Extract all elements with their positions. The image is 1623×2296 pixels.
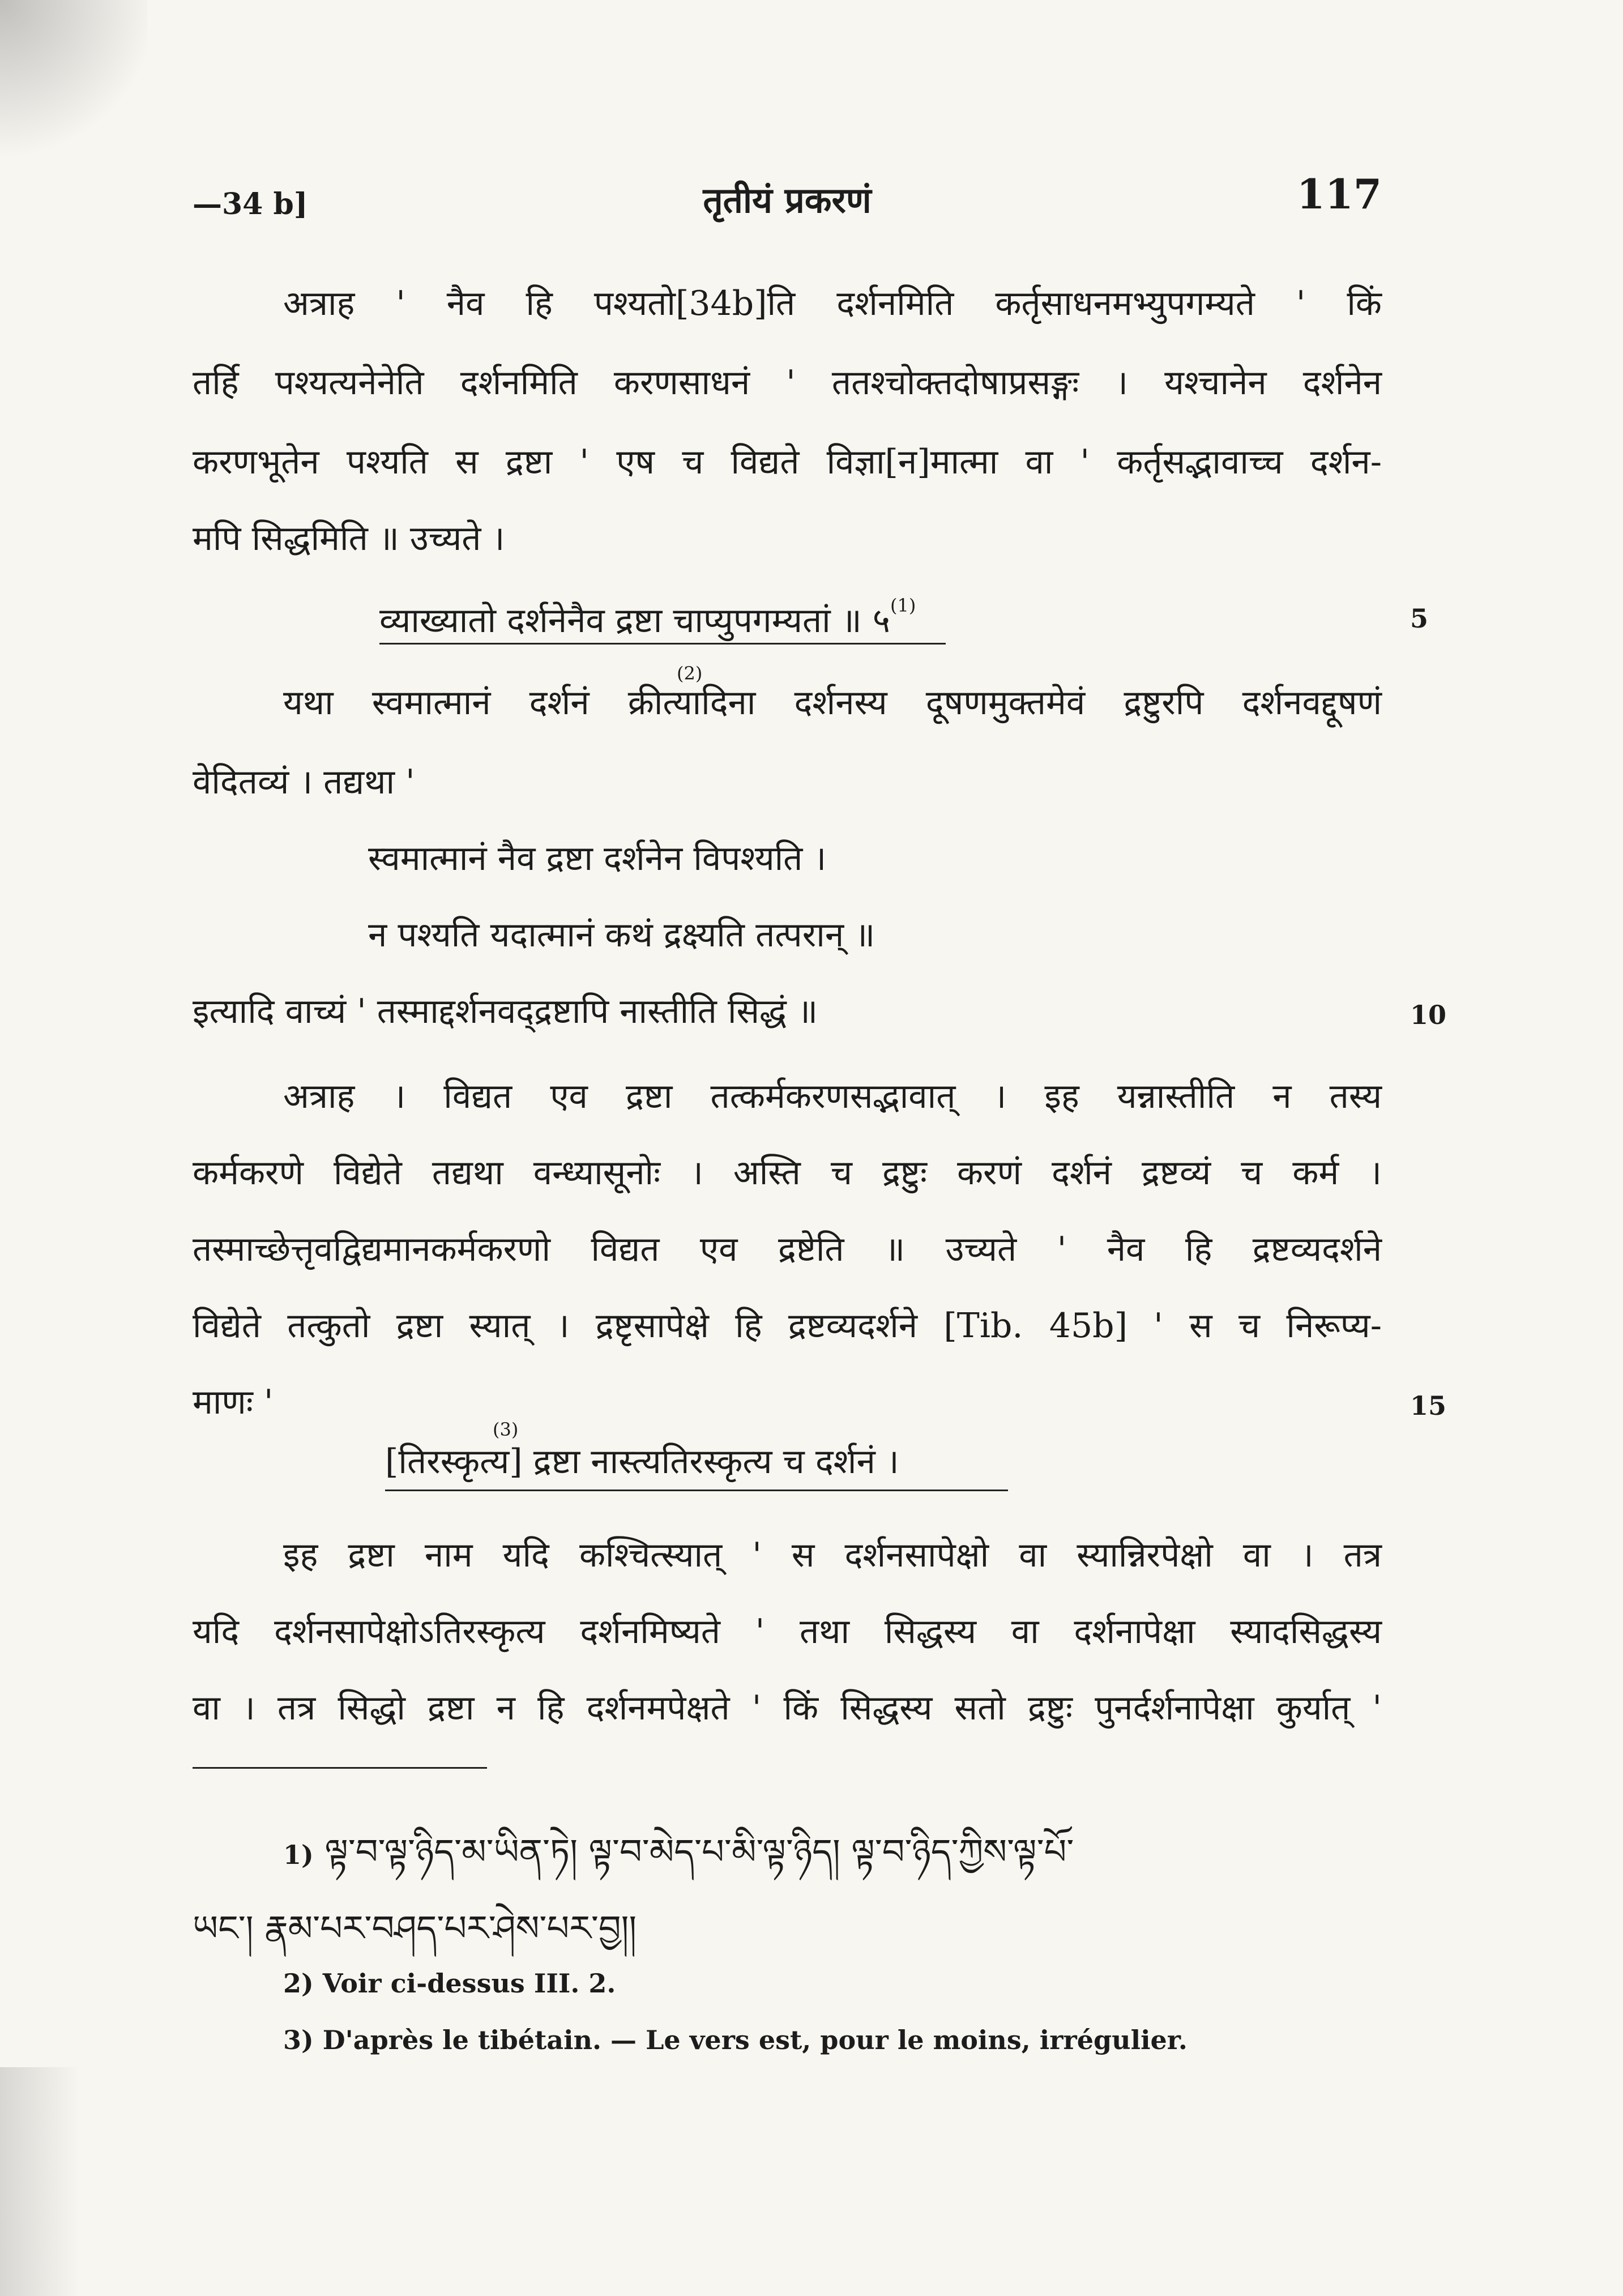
tibetan-text: ལྟ་བ་ལྟ་ཉིད་མ་ཡིན་ཏེ། ལྟ་བ་མེད་པ་མི་ལྟ་ཉིད། ལྟ་བ་ཉིད་ཀྱིས་ལྟ་པོ་ bbox=[324, 1831, 1074, 1872]
text-line: कर्मकरणे विद्येते तद्यथा वन्ध्यासूनोः । अस्ति च द्रष्टुः करणं दर्शनं द्रष्टव्यं च कर्म । bbox=[193, 1153, 1382, 1193]
footnote-marker: (2) bbox=[677, 663, 703, 684]
text-line: करणभूतेन पश्यति स द्रष्टा ' एष च विद्यते विज्ञा[न]मात्मा वा ' कर्तृसद्भावाच्च दर्शन- bbox=[193, 442, 1382, 482]
verse-heading: [तिरस्कृत्य] द्रष्टा नास्त्यतिरस्कृत्य च दर्शनं । bbox=[385, 1442, 899, 1482]
header-folio-reference: —34 b] bbox=[193, 187, 308, 221]
verse-heading-text: व्याख्यातो दर्शनेनैव द्रष्टा चाप्युपगम्यतां ॥ ५ bbox=[379, 601, 891, 641]
footnote-marker: (1) bbox=[890, 595, 916, 616]
line-number: 15 bbox=[1410, 1390, 1447, 1421]
text-line: वा । तत्र सिद्धो द्रष्टा न हि दर्शनमपेक्षते ' किं सिद्धस्य सतो द्रष्टुः पुनर्दर्शनापेक्षा कुर्यात् ' bbox=[193, 1688, 1382, 1728]
text-line: माणः ' bbox=[193, 1382, 274, 1422]
text-line: विद्येते तत्कुतो द्रष्टा स्यात् । द्रष्टृसापेक्षे हि द्रष्टव्यदर्शने [Tib. 45b] ' स च निरूप्य- bbox=[193, 1306, 1382, 1346]
text-line: यदि दर्शनसापेक्षोऽतिरस्कृत्य दर्शनमिष्यते ' तथा सिद्धस्य वा दर्शनापेक्षा स्यादसिद्धस्य bbox=[193, 1612, 1382, 1651]
text-line: इत्यादि वाच्यं ' तस्माद्दर्शनवद्द्रष्टापि नास्तीति सिद्धं ॥ bbox=[193, 992, 818, 1031]
verse-underline bbox=[379, 643, 946, 645]
line-number: 5 bbox=[1410, 603, 1429, 634]
verse-underline bbox=[385, 1490, 1008, 1491]
text-line-content: यथा स्वमात्मानं दर्शनं क्रीत्यादिना दर्शनस्य दूषणमुक्तमेवं द्रष्टुरपि दर्शनवद्दूषणं bbox=[283, 683, 1382, 723]
footnote-separator bbox=[193, 1767, 487, 1769]
text-line: मपि सिद्धमिति ॥ उच्यते । bbox=[193, 519, 505, 558]
footnote-number: 1) bbox=[283, 1840, 314, 1870]
scan-shadow-top-left bbox=[0, 0, 147, 170]
verse-line: न पश्यति यदात्मानं कथं द्रक्ष्यति तत्परान् ॥ bbox=[368, 915, 875, 955]
text-line: अत्राह ' नैव हि पश्यतो[34b]ति दर्शनमिति कर्तृसाधनमभ्युपगम्यते ' किं bbox=[283, 284, 1382, 323]
footnote-marker: (3) bbox=[493, 1419, 519, 1440]
scan-shadow-bottom-left bbox=[0, 2067, 79, 2296]
header-chapter-title: तृतीयं प्रकरणं bbox=[703, 180, 872, 221]
text-line: इह द्रष्टा नाम यदि कश्चित्स्यात् ' स दर्शनसापेक्षो वा स्यान्निरपेक्षो वा । तत्र bbox=[283, 1535, 1382, 1575]
verse-heading bbox=[379, 595, 916, 641]
text-line: वेदितव्यं । तद्यथा ' bbox=[193, 762, 415, 802]
page-number: 117 bbox=[1296, 170, 1382, 218]
verse-line: स्वमात्मानं नैव द्रष्टा दर्शनेन विपश्यति । bbox=[368, 839, 827, 878]
running-header bbox=[193, 170, 1382, 232]
text-line bbox=[283, 682, 1382, 723]
line-number: 10 bbox=[1410, 1000, 1447, 1030]
footnote-2: 2) Voir ci-dessus III. 2. bbox=[283, 1968, 616, 1999]
tibetan-text: ཡང་། རྣམ་པར་བཤད་པར་ཤེས་པར་བྱ།། bbox=[193, 1907, 637, 1949]
footnote-3: 3) D'après le tibétain. — Le vers est, pour le moins, irrégulier. bbox=[283, 2025, 1188, 2055]
text-line: अत्राह । विद्यत एव द्रष्टा तत्कर्मकरणसद्भावात् । इह यन्नास्तीति न तस्य bbox=[283, 1077, 1382, 1116]
text-line: तस्माच्छेत्तृवद्विद्यमानकर्मकरणो विद्यत एव द्रष्टेति ॥ उच्यते ' नैव हि द्रष्टव्यदर्शने bbox=[193, 1230, 1382, 1269]
text-line: तर्हि पश्यत्यनेनेति दर्शनमिति करणसाधनं ' ततश्चोक्तदोषाप्रसङ्गः । यश्चानेन दर्शनेन bbox=[193, 363, 1382, 403]
